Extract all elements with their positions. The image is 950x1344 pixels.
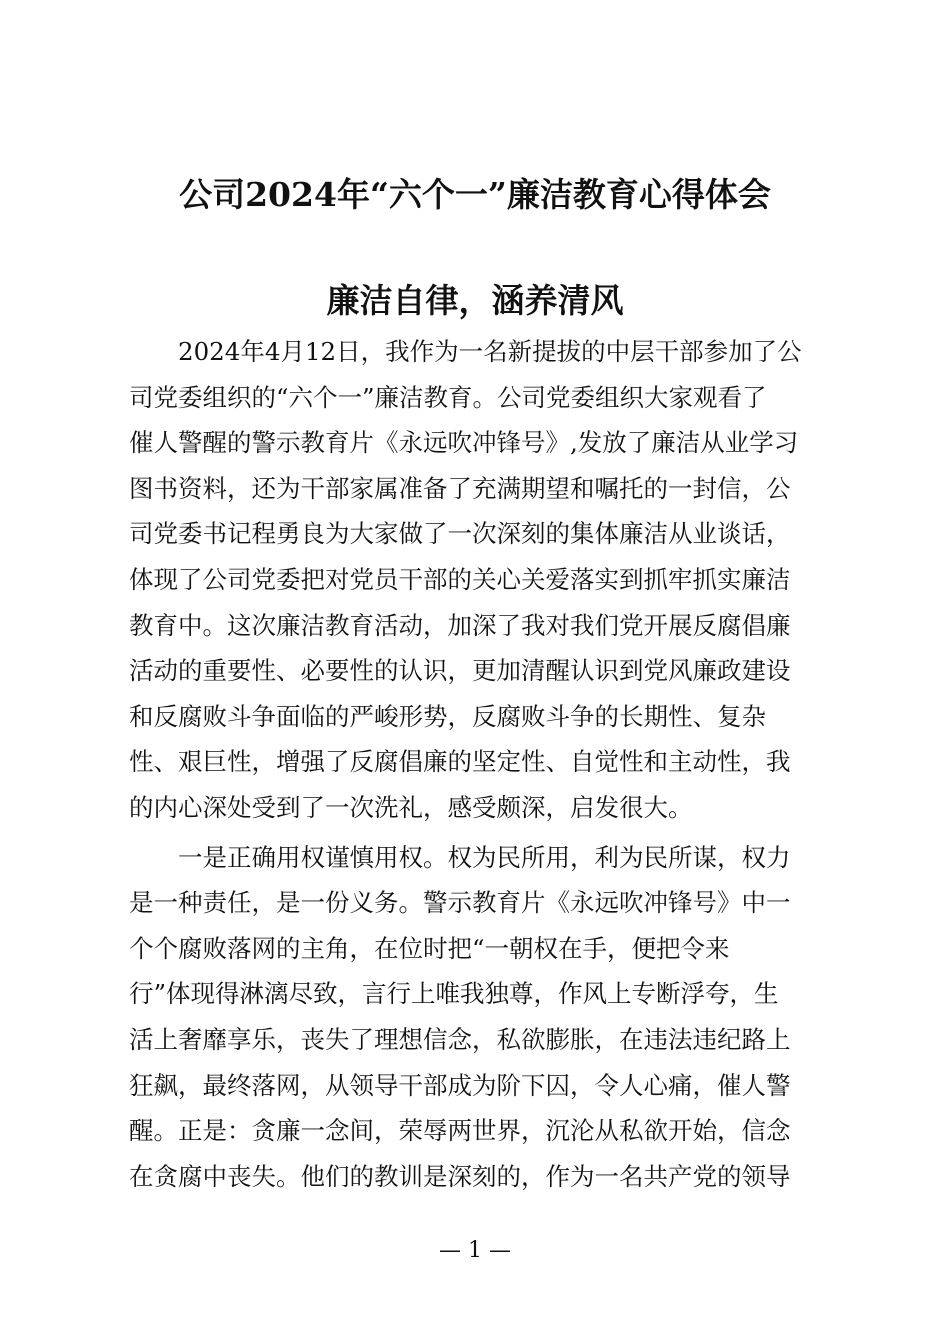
text-line: 和反腐败斗争面临的严峻形势，反腐败斗争的长期性、复杂 [129,701,766,731]
text-line: 活动的重要性、必要性的认识，更加清醒认识到党风廉政建设 [129,656,791,686]
document-subtitle: 廉洁自律，涵养清风 [326,281,624,320]
paragraph [129,835,829,1200]
text-line: 2024年4月12日，我作为一名新提拔的中层干部参加了公 [178,337,802,366]
text-line: 行”体现得淋漓尽致，言行上唯我独尊，作风上专断浮夸，生 [129,979,779,1009]
text-line: 催人警醒的警示教育片《永远吹冲锋号》,发放了廉洁从业学习 [129,428,799,458]
text-line: 狂飙，最终落网，从领导干部成为阶下囚，令人心痛，催人警 [129,1070,791,1100]
text-line: 醒。正是：贪廉一念间，荣辱两世界，沉沦从私欲开始，信念 [129,1116,791,1146]
text-line: 活上奢靡享乐，丧失了理想信念，私欲膨胀，在违法违纪路上 [129,1024,791,1054]
text-line: 在贪腐中丧失。他们的教训是深刻的，作为一名共产党的领导 [129,1161,791,1191]
text-line: 司党委组织的“六个一”廉洁教育。公司党委组织大家观看了 [129,382,767,412]
text-line: 一是正确用权谨慎用权。权为民所用，利为民所谋，权力 [178,842,791,872]
text-line: 个个腐败落网的主角，在位时把“一朝权在手，便把令来 [129,933,730,963]
text-line: 教育中。这次廉洁教育活动，加深了我对我们党开展反腐倡廉 [129,610,791,640]
page-number: — 1 — [439,1238,511,1263]
paragraph [129,329,829,831]
text-line: 体现了公司党委把对党员干部的关心关爱落实到抓牢抓实廉洁 [129,564,791,594]
text-line: 的内心深处受到了一次洗礼，感受颇深，启发很大。 [129,792,693,822]
text-line: 司党委书记程勇良为大家做了一次深刻的集体廉洁从业谈话， [129,519,791,549]
document-body [129,329,829,1199]
text-line: 图书资料，还为干部家属准备了充满期望和嘱托的一封信，公 [129,473,791,503]
document-title: 公司2024年“六个一”廉洁教育心得体会 [179,175,771,214]
text-line: 性、艰巨性，增强了反腐倡廉的坚定性、自觉性和主动性，我 [129,747,791,777]
text-line: 是一种责任，是一份义务。警示教育片《永远吹冲锋号》中一 [129,888,791,918]
